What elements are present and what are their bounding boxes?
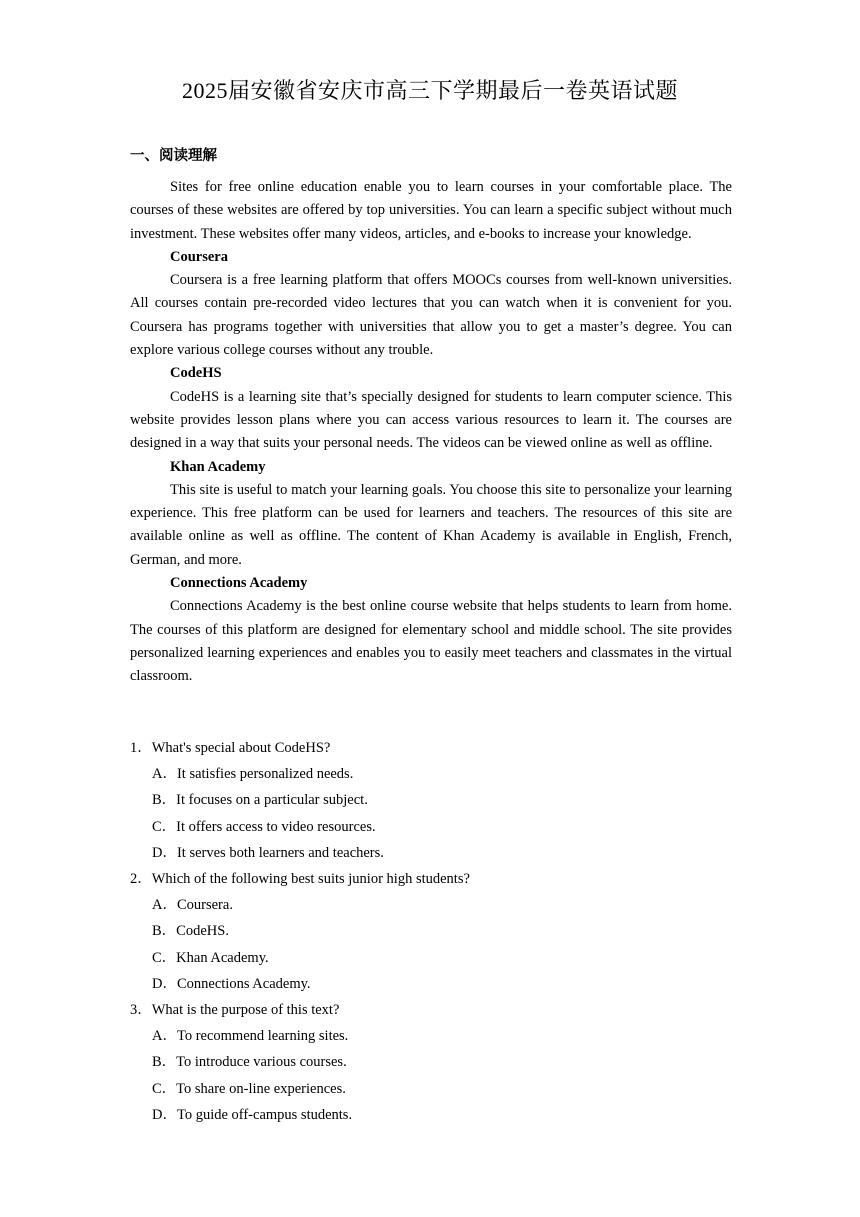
question-3-option-d: D．To guide off-campus students. — [152, 1106, 353, 1123]
question-1: 1．What's special about CodeHS? — [130, 740, 331, 756]
question-3-option-c: C．To share on-line experiences. — [152, 1080, 346, 1097]
passage-codehs: CodeHS is a learning site that’s specially designed for students to learn computer science. This website provides lesson plans where you can access various resources to learn it. The courses are designed in a way that suits your personal needs. The videos can be viewed online as well as offline. — [130, 388, 732, 452]
heading-coursera: Coursera — [170, 248, 228, 265]
reading-passage — [130, 176, 732, 689]
page-title: 2025届安徽省安庆市高三下学期最后一卷英语试题 — [181, 78, 678, 103]
section-heading: 一、阅读理解 — [130, 148, 217, 164]
heading-codehs: CodeHS — [170, 365, 222, 382]
question-2-option-b: B．CodeHS. — [152, 923, 229, 940]
passage-coursera: Coursera is a free learning platform that offers MOOCs courses from well-known universities. All courses contain pre-recorded video lectures that you can watch when it is convenient for you. Coursera has programs together with universities that allow you to get a master’s degree. You can explore various college courses without any trouble. — [130, 272, 732, 359]
question-2-option-a: A．Coursera. — [152, 897, 233, 914]
question-3-option-a: A．To recommend learning sites. — [152, 1028, 349, 1045]
passage-intro: Sites for free online education enable you to learn courses in your comfortable place. The courses of these websites are offered by top universities. You can learn a specific subject without much investment. These websites offer many videos, articles, and e-books to increase your knowledge. — [130, 179, 732, 242]
question-2-option-c: C．Khan Academy. — [152, 949, 269, 966]
question-2-option-d: D．Connections Academy. — [152, 975, 311, 992]
question-1-option-b: B．It focuses on a particular subject. — [152, 792, 368, 809]
question-3: 3．What is the purpose of this text? — [130, 1002, 340, 1019]
question-1-option-a: A．It satisfies personalized needs. — [152, 766, 354, 783]
question-2: 2．Which of the following best suits junior high students? — [130, 871, 470, 888]
passage-khan-academy: This site is useful to match your learning goals. You choose this site to personalize your learning experience. This free platform can be used for learners and teachers. The resources of this site are available online as well as offline. The content of Khan Academy is available in English, French, German, and more. — [130, 481, 732, 568]
question-1-option-c: C．It offers access to video resources. — [152, 818, 376, 835]
passage-connections-academy: Connections Academy is the best online course website that helps students to learn from home. The courses of this platform are designed for elementary school and middle school. The site provides personalized learning experiences and enables you to easily meet teachers and classmates in the virtual classroom. — [130, 598, 732, 685]
questions — [130, 735, 732, 1128]
question-1-option-d: D．It serves both learners and teachers. — [152, 844, 384, 861]
heading-connections-academy: Connections Academy — [170, 575, 308, 592]
heading-khan-academy: Khan Academy — [170, 458, 266, 475]
question-3-option-b: B．To introduce various courses. — [152, 1054, 347, 1071]
